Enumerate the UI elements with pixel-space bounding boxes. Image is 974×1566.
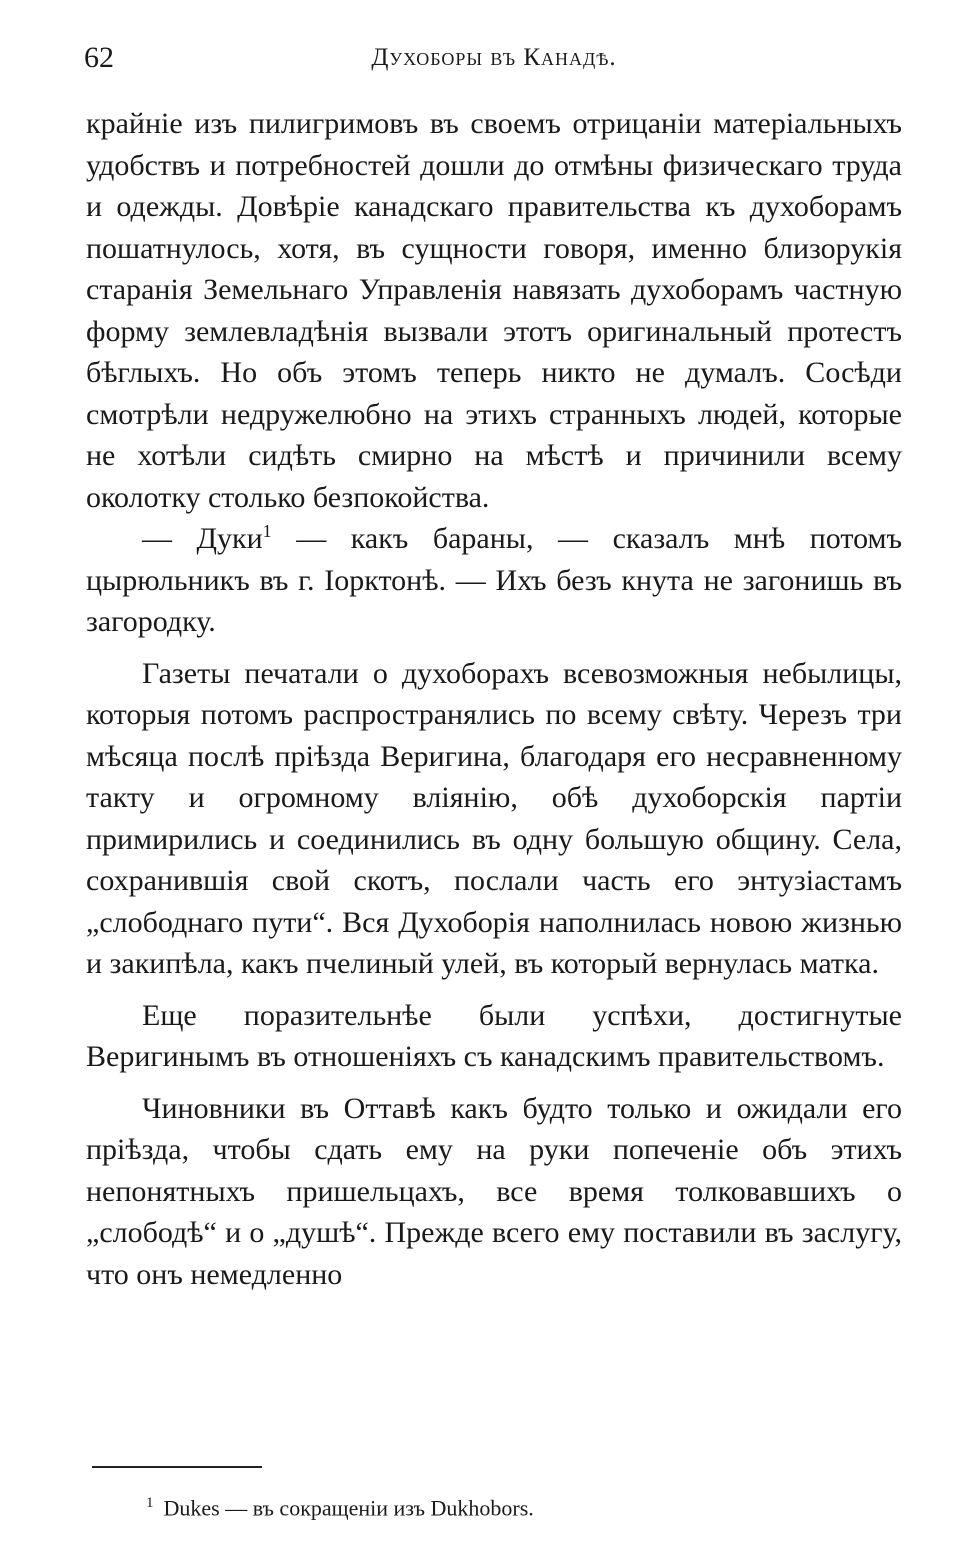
footnote-divider — [92, 1466, 262, 1468]
footnote — [146, 1488, 534, 1523]
paragraph-2-text-start: — Дуки — [142, 522, 263, 555]
running-title: Духоборы въ Канадѣ. — [371, 44, 617, 71]
running-head — [84, 38, 904, 78]
paragraph-4: Еще поразительнѣе были успѣхи, достигнутые Веригинымъ въ отношеніяхъ съ канадскимъ правительствомъ. — [86, 998, 902, 1073]
paragraph-2-text-end: — какъ бараны, — сказалъ мнѣ потомъ цырюльникъ въ г. Іорктонѣ. — Ихъ безъ кнута не загонишь въ загородку. — [86, 522, 902, 638]
footnote-reference: 1 — [262, 521, 272, 541]
body-text — [86, 103, 902, 1295]
paragraph-1: крайніе изъ пилигримовъ въ своемъ отрицаніи матеріальныхъ удобствъ и потребностей дошли до отмѣны физическаго труда и одежды. Довѣріе канадскаго правительства къ духоборамъ пошатнулось, хотя, въ сущности говоря, именно близорукія старанія Земельнаго Управленія навязать духоборамъ частную форму землевладѣнія вызвали этотъ оригинальный протестъ бѣглыхъ. Но объ этомъ теперь никто не думалъ. Сосѣди смотрѣли недружелюбно на этихъ странныхъ людей, которые не хотѣли сидѣть смирно на мѣстѣ и причинили всему околотку столько безпокойства. — [86, 107, 902, 514]
footnote-text: Dukes — въ сокращеніи изъ Dukhobors. — [163, 1495, 534, 1521]
paragraph-3: Газеты печатали о духоборахъ всевозможныя небылицы, которыя потомъ распространялись по всему свѣту. Черезъ три мѣсяца послѣ пріѣзда Веригина, благодаря его несравненному такту и огромному вліянію, обѣ духоборскія партіи примирились и соединились въ одну большую общину. Села, сохранившія свой скотъ, послали часть его энтузіастамъ „слободнаго пути“. Вся Духоборія наполнилась новою жизнью и закипѣла, какъ пчелиный улей, въ который вернулась матка. — [86, 656, 902, 980]
footnote-mark: 1 — [146, 1495, 154, 1511]
page-number: 62 — [84, 41, 114, 74]
paragraph-2 — [86, 518, 902, 643]
paragraph-5: Чиновники въ Оттавѣ какъ будто только и ожидали его пріѣзда, чтобы сдать ему на руки попеченіе объ этихъ непонятныхъ пришельцахъ, все время толковавшихъ о „слободѣ“ и о „душѣ“. Прежде всего ему поставили въ заслугу, что онъ немедленно — [86, 1091, 902, 1291]
